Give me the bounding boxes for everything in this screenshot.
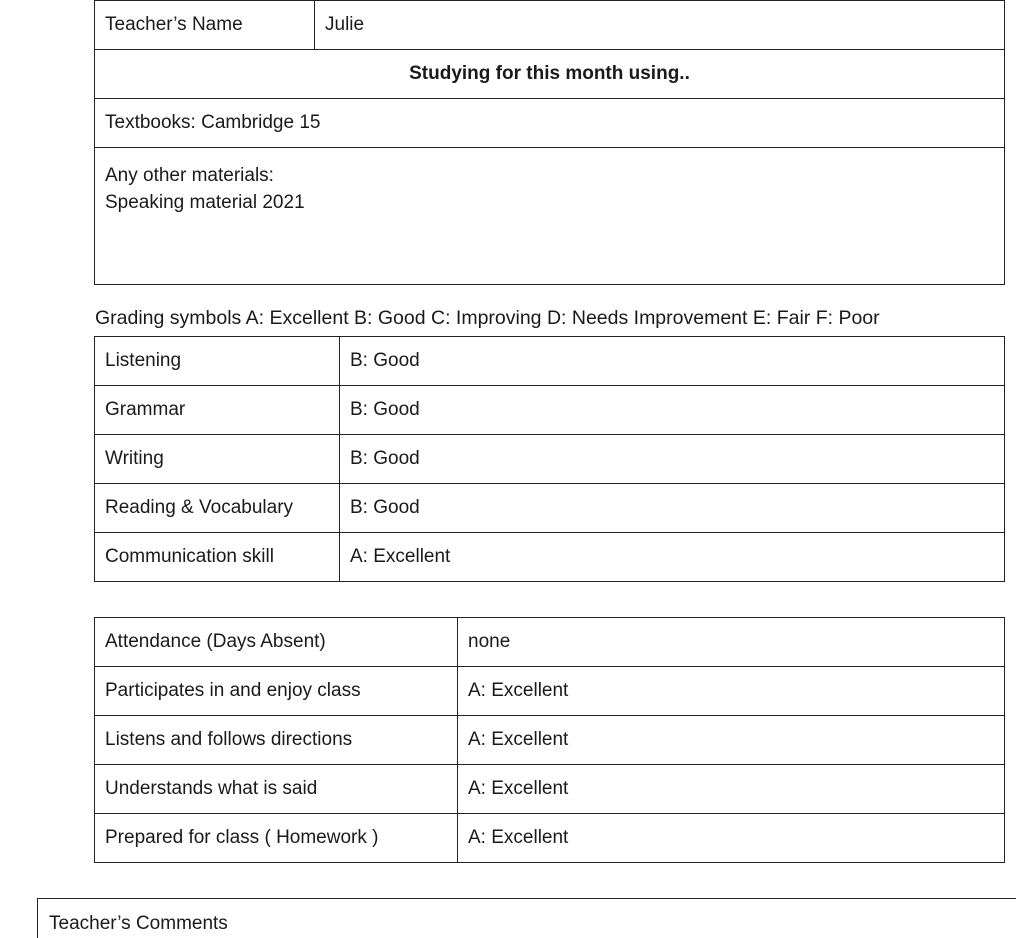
skills-grid bbox=[94, 336, 1005, 582]
other-materials-cell bbox=[95, 148, 1005, 285]
teacher-name-value: Julie bbox=[315, 1, 1005, 50]
textbooks-row bbox=[95, 99, 1005, 148]
skills-table bbox=[94, 336, 1005, 582]
teacher-name-label: Teacher’s Name bbox=[95, 1, 315, 50]
grading-legend: Grading symbols A: Excellent B: Good C: Improving D: Needs Improvement E: Fair F: Poor bbox=[95, 307, 880, 329]
skill-grade: B: Good bbox=[340, 435, 1005, 484]
behavior-label: Prepared for class ( Homework ) bbox=[95, 814, 458, 863]
behavior-value: none bbox=[458, 618, 1005, 667]
other-materials-row bbox=[95, 148, 1005, 285]
skill-label: Listening bbox=[95, 337, 340, 386]
behavior-value: A: Excellent bbox=[458, 716, 1005, 765]
skill-label: Reading & Vocabulary bbox=[95, 484, 340, 533]
textbooks-cell: Textbooks: Cambridge 15 bbox=[95, 99, 1005, 148]
skill-row bbox=[95, 337, 1005, 386]
skill-grade: B: Good bbox=[340, 386, 1005, 435]
studying-heading: Studying for this month using.. bbox=[95, 50, 1005, 99]
behavior-row bbox=[95, 765, 1005, 814]
teacher-comments-box bbox=[37, 898, 1016, 938]
behavior-row bbox=[95, 667, 1005, 716]
behavior-grid bbox=[94, 617, 1005, 863]
behavior-row bbox=[95, 716, 1005, 765]
skill-row bbox=[95, 435, 1005, 484]
studying-heading-row bbox=[95, 50, 1005, 99]
teacher-row bbox=[95, 1, 1005, 50]
behavior-row bbox=[95, 814, 1005, 863]
behavior-value: A: Excellent bbox=[458, 814, 1005, 863]
skill-row bbox=[95, 386, 1005, 435]
behavior-label: Attendance (Days Absent) bbox=[95, 618, 458, 667]
skill-label: Communication skill bbox=[95, 533, 340, 582]
other-materials-label: Any other materials: bbox=[105, 165, 274, 186]
behavior-value: A: Excellent bbox=[458, 765, 1005, 814]
behavior-table bbox=[94, 617, 1005, 863]
skill-row bbox=[95, 533, 1005, 582]
behavior-label: Understands what is said bbox=[95, 765, 458, 814]
skill-grade: B: Good bbox=[340, 337, 1005, 386]
behavior-label: Listens and follows directions bbox=[95, 716, 458, 765]
teacher-comments-label: Teacher’s Comments bbox=[49, 913, 228, 934]
skill-label: Writing bbox=[95, 435, 340, 484]
skill-grade: A: Excellent bbox=[340, 533, 1005, 582]
skill-label: Grammar bbox=[95, 386, 340, 435]
behavior-label: Participates in and enjoy class bbox=[95, 667, 458, 716]
course-info-table bbox=[94, 0, 1005, 285]
course-info-grid bbox=[94, 0, 1005, 285]
skill-row bbox=[95, 484, 1005, 533]
behavior-value: A: Excellent bbox=[458, 667, 1005, 716]
skill-grade: B: Good bbox=[340, 484, 1005, 533]
behavior-row bbox=[95, 618, 1005, 667]
other-materials-value: Speaking material 2021 bbox=[105, 192, 305, 213]
